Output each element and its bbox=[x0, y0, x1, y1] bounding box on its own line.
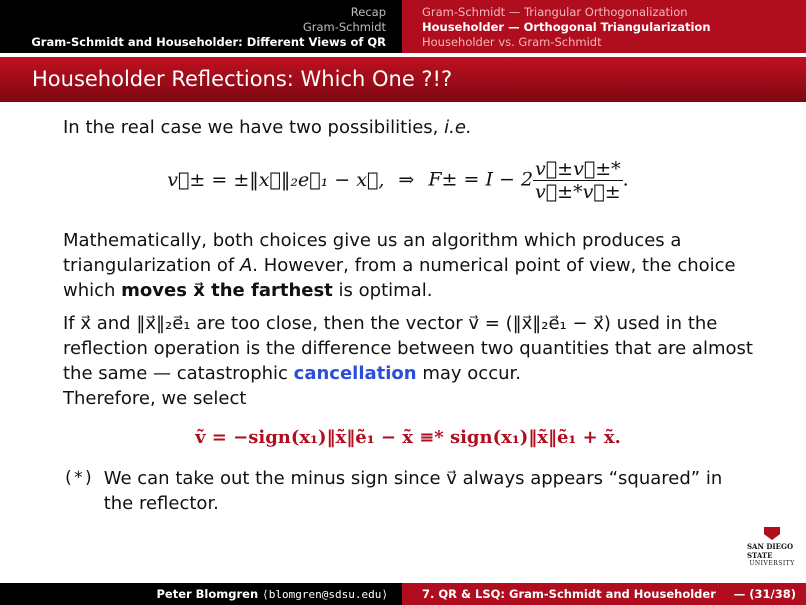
section-nav bbox=[0, 0, 402, 53]
nav-link-householder-vs-gs[interactable]: Householder vs. Gram-Schmidt bbox=[422, 34, 602, 49]
footer-section-title: 7. QR & LSQ: Gram-Schmidt and Householder bbox=[422, 587, 716, 601]
slide-body bbox=[63, 115, 753, 516]
nav-link-householder-orthogonal[interactable]: Householder — Orthogonal Triangularization bbox=[422, 19, 711, 34]
nav-link-gs-householder[interactable]: Gram-Schmidt and Householder: Different Views of QR bbox=[31, 34, 386, 49]
highlight-cancellation: cancellation bbox=[293, 363, 417, 384]
footer-author: Peter Blomgren ⟨blomgren@sdsu.edu⟩ bbox=[0, 583, 402, 605]
equation-selection: ṽ = −sign(x₁)‖x̃‖ẽ₁ − x̃ ≡* sign(x₁)‖x̃‖ẽ₁ + x̃. bbox=[195, 427, 621, 448]
equation-reflection bbox=[43, 140, 753, 220]
eq1-implies: ⇒ bbox=[398, 168, 415, 191]
footnote-marker: (*) bbox=[63, 468, 94, 488]
footnote-text: We can take out the minus sign since v⃗ always appears “squared” in the reflector. bbox=[103, 468, 723, 514]
footer-bar bbox=[0, 583, 806, 605]
nav-link-recap[interactable]: Recap bbox=[350, 4, 386, 19]
paragraph-choices: Mathematically, both choices give us an algorithm which produces a triangularization of A. However, from a numerical point of view, the choice which moves x⃗ the farthest is optimal. bbox=[63, 230, 736, 301]
paragraph-cancellation: If x⃗ and ‖x⃗‖₂e⃗₁ are too close, then the vector v⃗ = (‖x⃗‖₂e⃗₁ − x⃗) used in the reflection operation is the difference between two quantities that are almost the same — catastrophic cancellation may occur. bbox=[63, 313, 753, 384]
footnote bbox=[63, 466, 753, 516]
shield-icon bbox=[764, 527, 780, 540]
eq1-left: v⃗± = ±‖x⃗‖₂e⃗₁ − x⃗, bbox=[167, 168, 385, 191]
subsection-nav bbox=[402, 0, 806, 53]
university-logo: SAN DIEGO STATE UNIVERSITY bbox=[747, 527, 797, 567]
eq1-right: F± = I − 2 $\frac{v⃗\pm v⃗\pm*}{v⃗\pm*v⃗\pm}$ . bbox=[428, 157, 629, 203]
page-number: — (31/38) bbox=[733, 587, 796, 601]
intro-text: In the real case we have two possibilities, i.e. bbox=[63, 117, 472, 138]
slide-title: Householder Reflections: Which One ?!? bbox=[0, 57, 806, 102]
nav-link-gram-schmidt[interactable]: Gram-Schmidt bbox=[302, 19, 386, 34]
eq1-fraction: $\frac{v⃗\pm v⃗\pm*}{v⃗\pm*v⃗\pm}$ bbox=[535, 157, 621, 203]
paragraph-therefore: Therefore, we select bbox=[63, 388, 247, 409]
footer-section bbox=[402, 583, 806, 605]
footer-email: ⟨blomgren@sdsu.edu⟩ bbox=[262, 587, 388, 601]
nav-link-gs-triangular[interactable]: Gram-Schmidt — Triangular Orthogonalization bbox=[422, 4, 688, 19]
header-nav bbox=[0, 0, 806, 53]
